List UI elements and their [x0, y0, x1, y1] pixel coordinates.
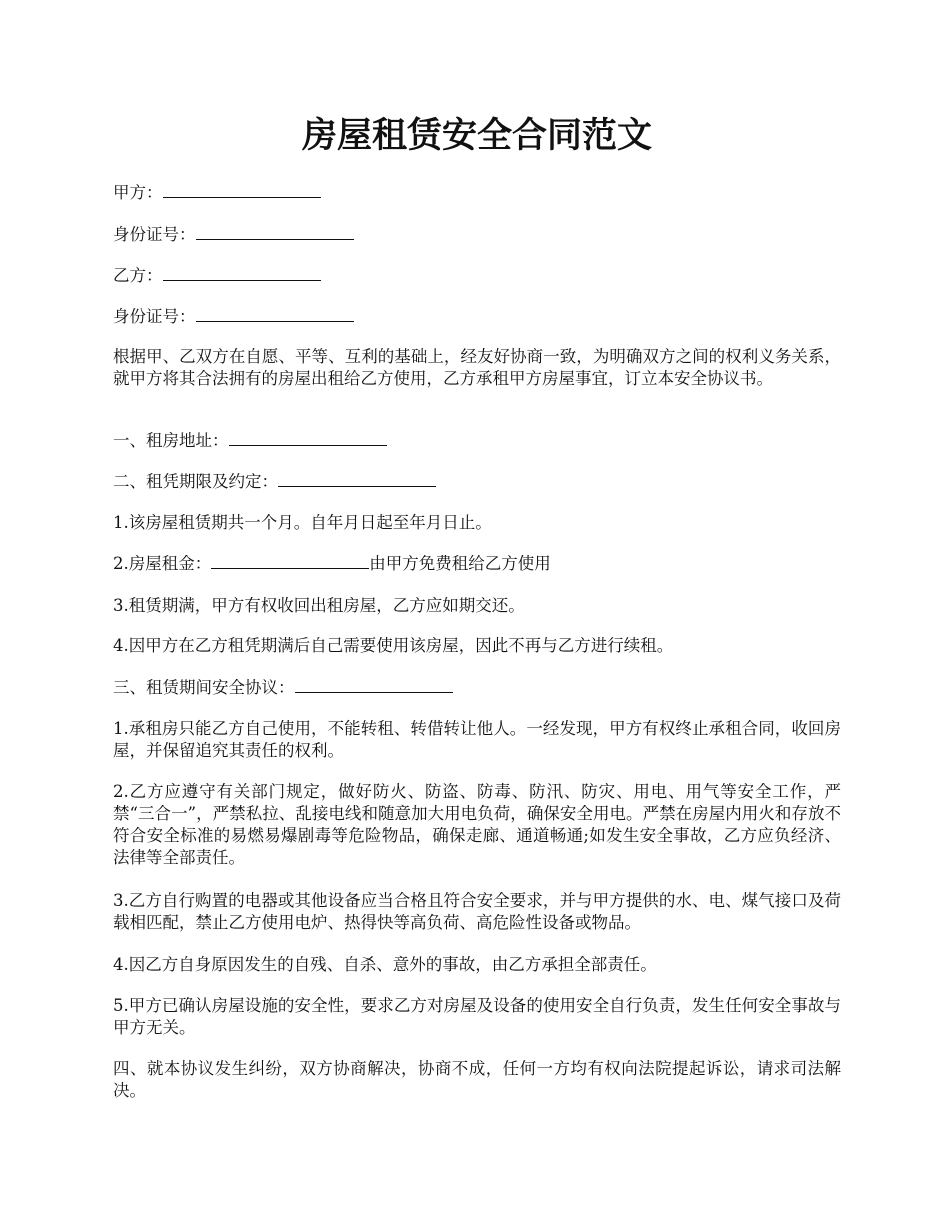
- id-a-blank: [196, 225, 354, 240]
- item-3-4: 4.因乙方自身原因发生的自残、自杀、意外的事故，由乙方承担全部责任。: [113, 955, 657, 974]
- party-a-label: 甲方：: [113, 183, 163, 202]
- rent-label: 2.房屋租金：: [113, 554, 212, 573]
- item-2-4: 4.因甲方在乙方租凭期满后自己需要使用该房屋，因此不再与乙方进行续租。: [113, 636, 674, 655]
- item-3-5: 5.甲方已确认房屋设施的安全性，要求乙方对房屋及设备的使用安全自行负责，发生任何安全事故与甲方无关。: [113, 996, 841, 1037]
- party-a-blank: [163, 183, 321, 198]
- section-2-line: [113, 471, 841, 493]
- id-b-label: 身份证号：: [113, 307, 196, 326]
- section-2-label: 二、租凭期限及约定：: [113, 472, 278, 491]
- section-3-label: 三、租赁期间安全协议：: [113, 678, 295, 697]
- address-blank: [229, 431, 387, 446]
- item-3-3: 3.乙方自行购置的电器或其他设备应当合格且符合安全要求，并与甲方提供的水、电、煤气接口及荷载相匹配，禁止乙方使用电炉、热得快等高负荷、高危险性设备或物品。: [113, 891, 841, 932]
- safety-blank: [295, 678, 453, 693]
- party-b-label: 乙方：: [113, 266, 163, 285]
- section-1-label: 一、租房地址：: [113, 431, 229, 450]
- party-a-line: [113, 182, 841, 204]
- rent-blank: [211, 554, 369, 569]
- id-b-line: [113, 306, 841, 328]
- item-2-2: [113, 553, 841, 575]
- item-3-1: 1.承租房只能乙方自己使用，不能转租、转借转让他人。一经发现，甲方有权终止承租合同，收回房屋，并保留追究其责任的权利。: [113, 719, 841, 760]
- section-4-paragraph: 四、就本协议发生纠纷，双方协商解决，协商不成，任何一方均有权向法院提起诉讼，请求司法解决。: [113, 1059, 841, 1100]
- item-3-2: 2.乙方应遵守有关部门规定，做好防火、防盗、防毒、防汛、防灾、用电、用气等安全工作，严禁“三合一”，严禁私拉、乱接电线和随意加大用电负荷，确保安全用电。严禁在房屋内用火和存放不符合安全标准的易燃易爆剧毒等危险物品，确保走廊、通道畅通;如发生安全事故，乙方应负经济、法律等全部责任。: [113, 782, 841, 867]
- party-b-line: [113, 265, 841, 287]
- document-title: 房屋租赁安全合同范文: [301, 115, 652, 156]
- party-b-blank: [163, 266, 321, 281]
- item-2-3: 3.租赁期满，甲方有权收回出租房屋，乙方应如期交还。: [113, 596, 525, 615]
- id-a-line: [113, 224, 841, 246]
- term-blank: [278, 472, 436, 487]
- id-b-blank: [196, 307, 354, 322]
- intro-paragraph: 根据甲、乙双方在自愿、平等、互利的基础上，经友好协商一致，为明确双方之间的权利义务关系，就甲方将其合法拥有的房屋出租给乙方使用，乙方承租甲方房屋事宜，订立本安全协议书。: [113, 347, 841, 388]
- id-a-label: 身份证号：: [113, 225, 196, 244]
- item-2-1: 1.该房屋租赁期共一个月。自年月日起至年月日止。: [113, 513, 492, 532]
- section-1-line: [113, 430, 841, 452]
- rent-suffix: 由甲方免费租给乙方使用: [369, 554, 551, 573]
- section-3-line: [113, 677, 841, 699]
